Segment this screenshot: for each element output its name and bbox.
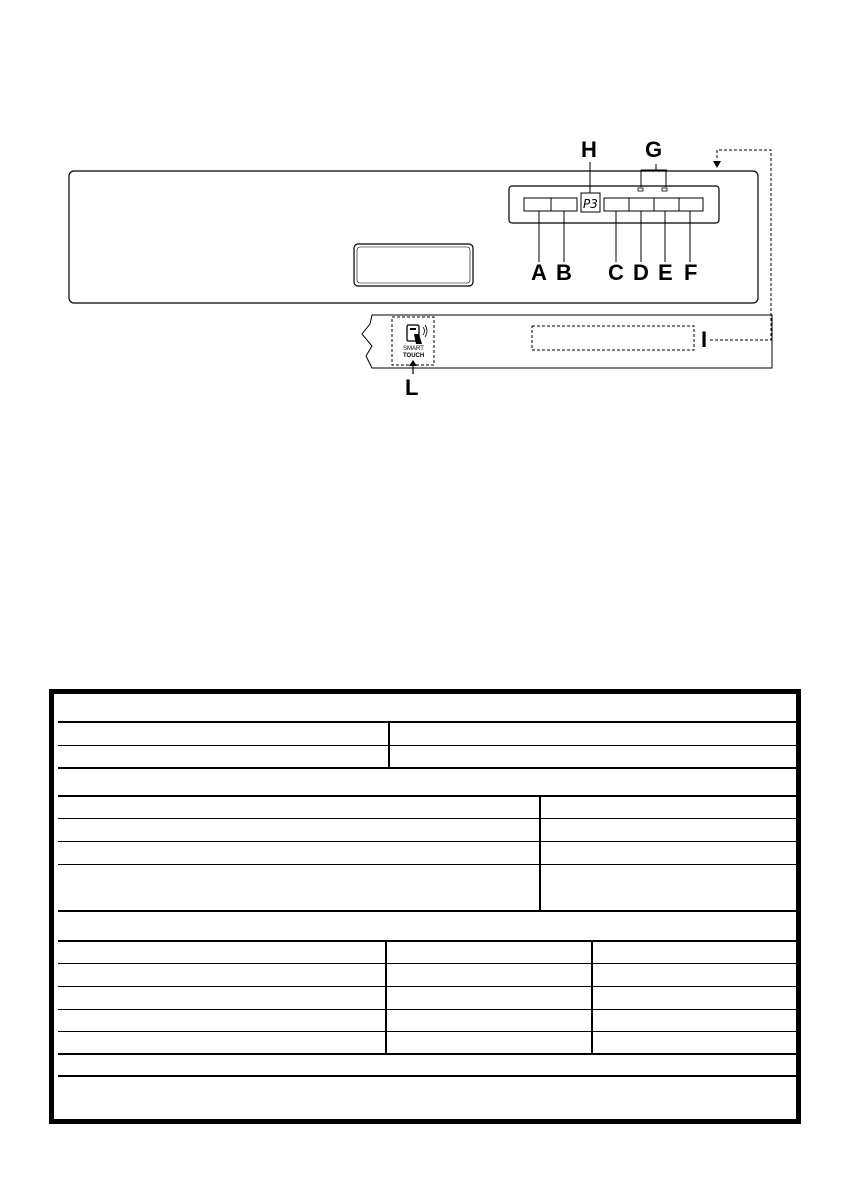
table-rule	[58, 910, 796, 912]
handle-recess	[354, 244, 473, 286]
button-d[interactable]	[629, 198, 654, 211]
table-rule	[58, 841, 796, 842]
callout-f: F	[684, 260, 698, 285]
smart-touch-label-1: SMART	[403, 346, 424, 352]
table-rule	[58, 1031, 796, 1032]
table-rule	[58, 767, 796, 769]
table-column-rule	[591, 940, 593, 1053]
callout-l: L	[405, 375, 419, 400]
specification-table	[49, 689, 801, 1124]
button-a[interactable]	[524, 198, 551, 211]
button-leader-lines	[539, 162, 690, 262]
callout-h: H	[581, 137, 597, 162]
table-rule	[58, 795, 796, 797]
table-rule	[58, 1053, 796, 1055]
table-rule	[58, 864, 796, 865]
button-f[interactable]	[679, 198, 703, 211]
table-rule	[58, 1075, 796, 1077]
table-column-rule	[388, 721, 390, 767]
callout-d: D	[633, 260, 649, 285]
projection-line	[710, 150, 771, 340]
lower-strip	[362, 315, 772, 368]
button-c[interactable]	[604, 198, 629, 211]
info-display-zone	[532, 326, 694, 350]
callout-c: C	[608, 260, 624, 285]
callout-i: I	[701, 327, 708, 352]
handle-recess-inner	[357, 247, 470, 283]
table-rule	[58, 1009, 796, 1010]
indicator-light-2	[662, 188, 667, 191]
table-rule	[58, 940, 796, 942]
smart-touch-arrow	[409, 360, 417, 374]
table-rule	[58, 986, 796, 987]
smart-touch-icon	[407, 325, 427, 344]
table-rule	[58, 963, 796, 964]
callout-a: A	[531, 260, 547, 285]
callout-g: G	[645, 137, 663, 162]
table-rule	[58, 721, 796, 723]
display-readout: P3	[583, 197, 598, 211]
button-strip	[509, 186, 719, 223]
table-rule	[58, 745, 796, 746]
button-e[interactable]	[654, 198, 679, 211]
table-rule	[58, 818, 796, 819]
control-panel-diagram	[0, 0, 850, 430]
callout-b: B	[556, 260, 572, 285]
button-b[interactable]	[551, 198, 577, 211]
table-column-rule	[539, 795, 541, 910]
indicator-light-1	[638, 188, 643, 191]
callout-e: E	[658, 260, 673, 285]
projection-arrow	[713, 161, 721, 168]
smart-touch-label-2: TOUCH	[403, 353, 425, 359]
table-column-rule	[385, 940, 387, 1053]
